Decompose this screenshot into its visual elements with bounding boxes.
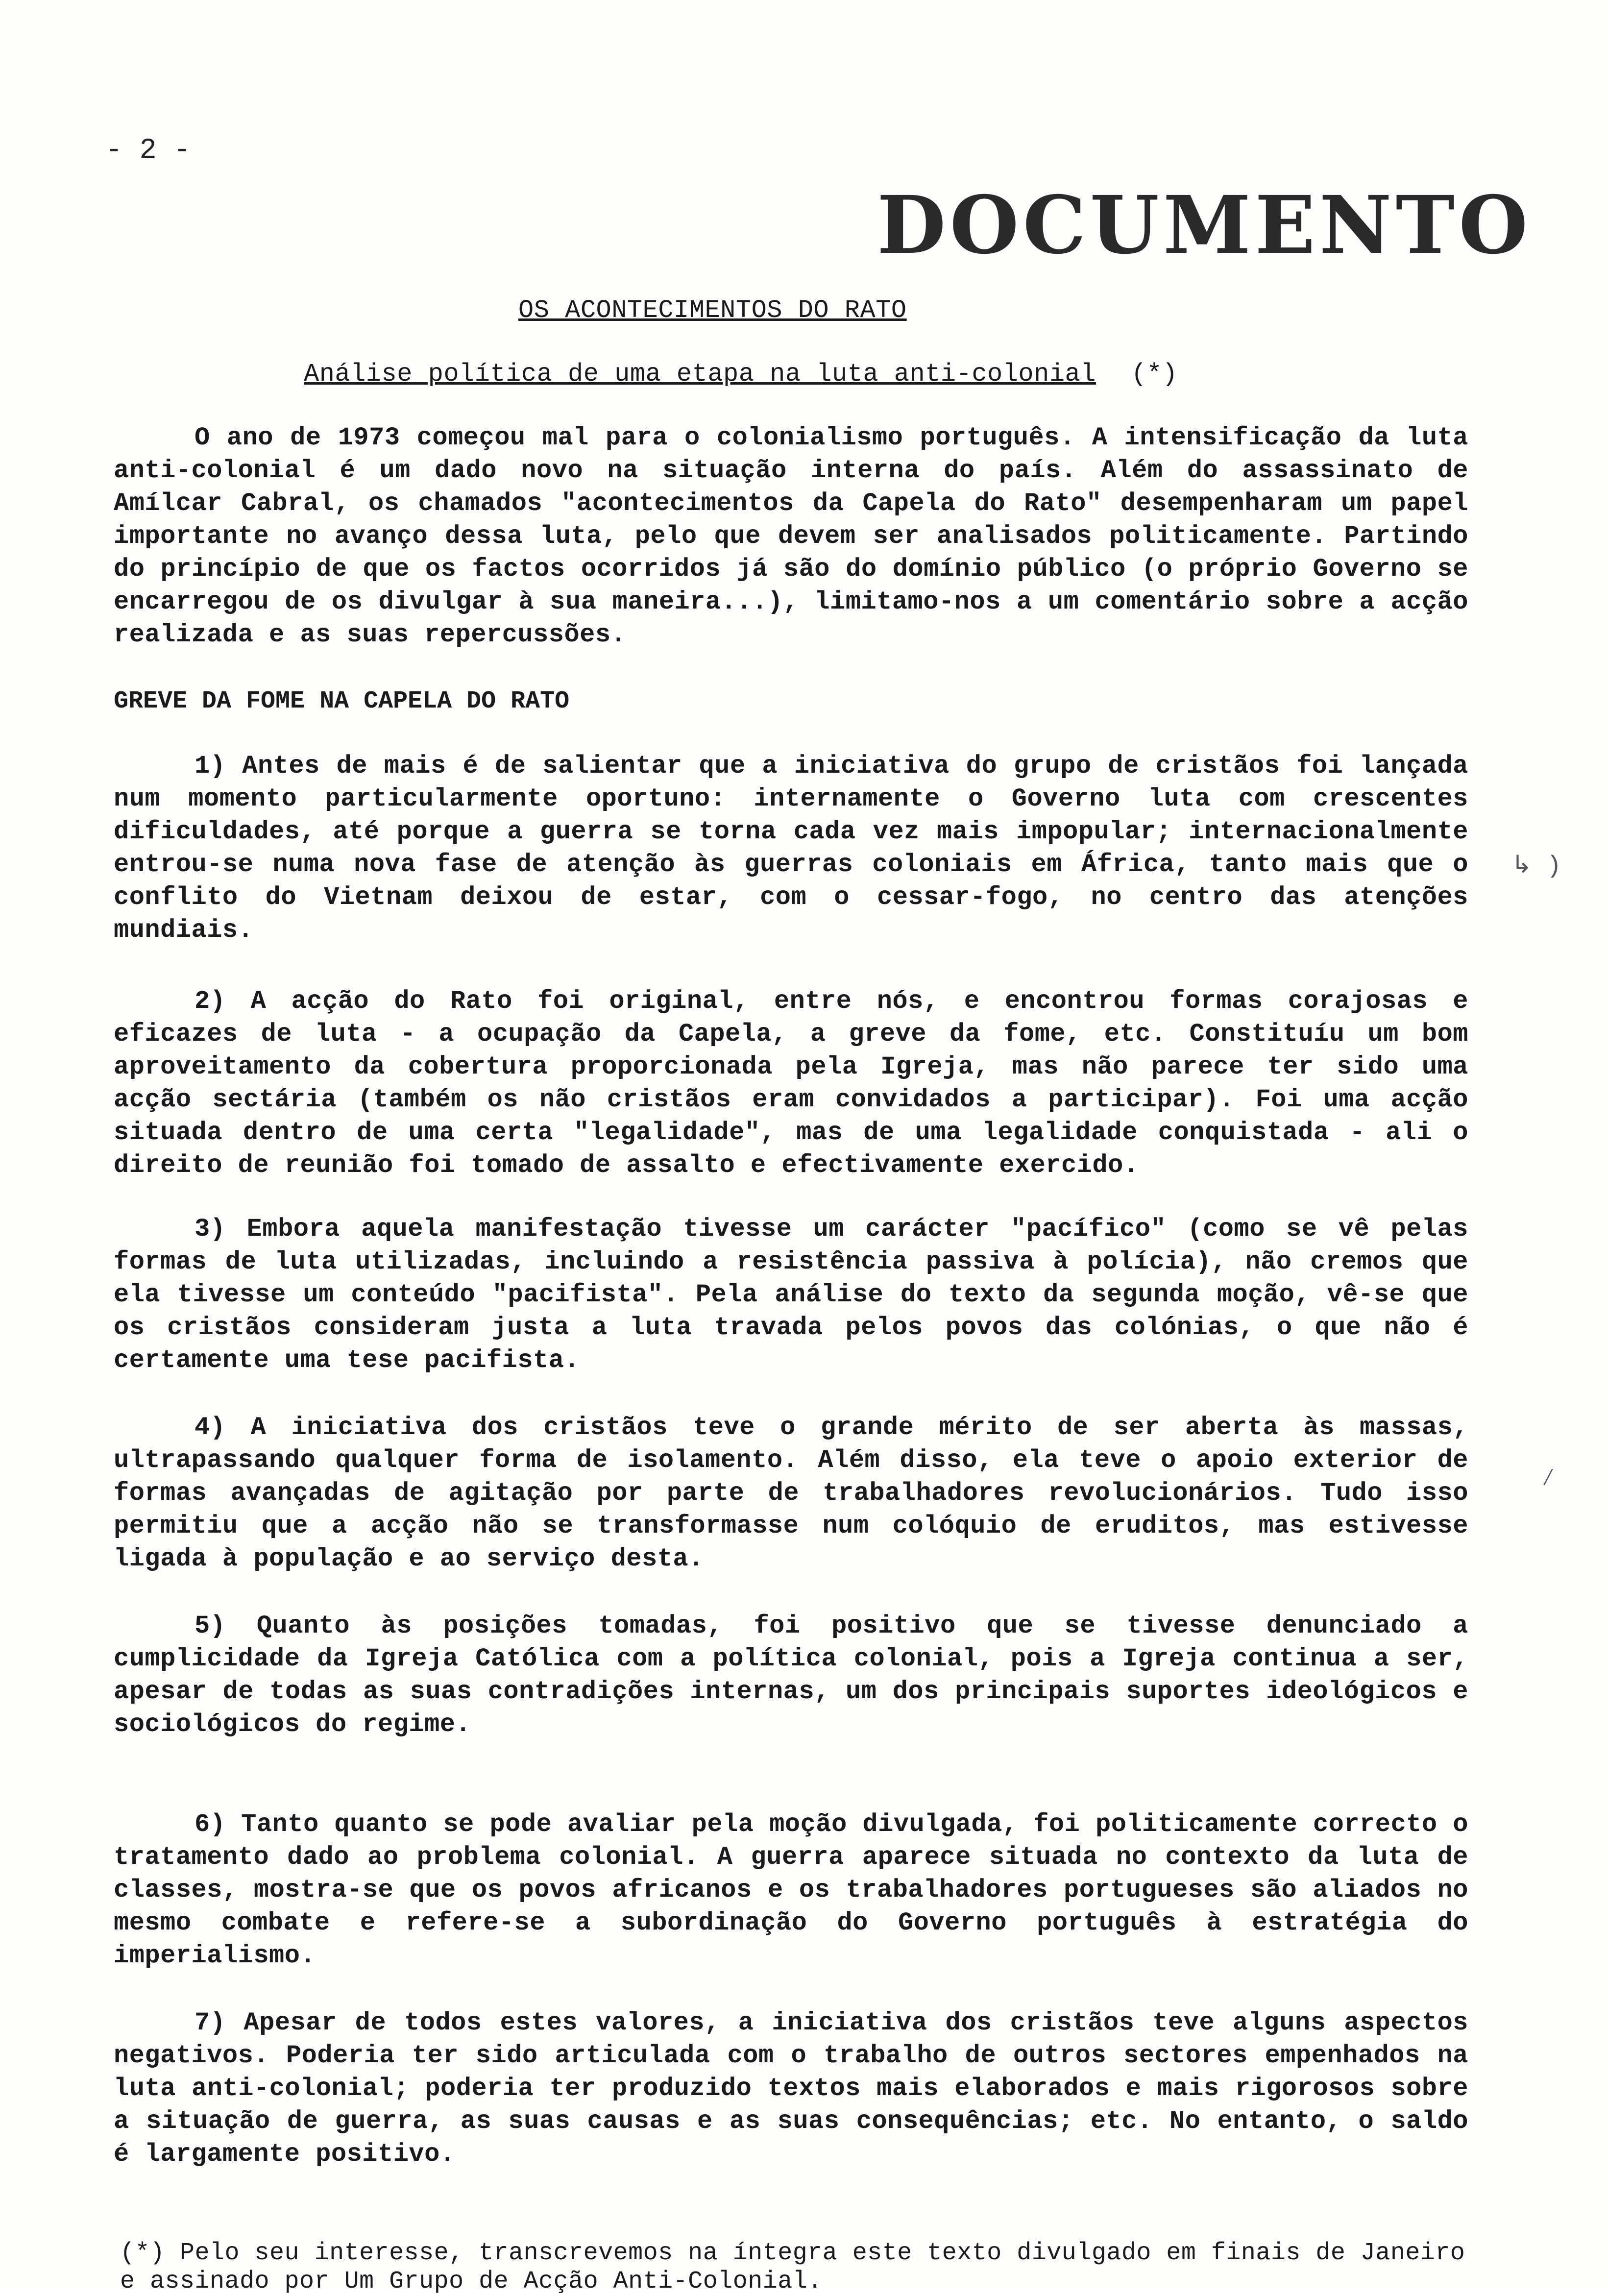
paragraph-text: 6) Tanto quanto se pode avaliar pela moção divulgada, foi politicamente correcto o tratamento dado ao problema colonial. A guerra aparece situada no contexto da luta de classes, mostra-se que os povos africanos e os trabalhadores portugueses são aliados no mesmo combate e refere-se a subordinação do Governo português à estratégia do imperialismo.	[114, 1810, 1468, 1970]
paragraph-2	[114, 985, 1468, 1182]
intro-text: O ano de 1973 começou mal para o colonialismo português. A intensificação da luta anti-colonial é um dado novo na situação interna do país. Além do assassinato de Amílcar Cabral, os chamados "acontecimentos da Capela do Rato" desempenharam um papel importante no avanço dessa luta, pelo que devem ser analisados politicamente. Partindo do princípio de que os factos ocorridos já são do domínio público (o próprio Governo se encarregou de os divulgar à sua maneira...), limitamo-nos a um comentário sobre a acção realizada e as suas repercussões.	[114, 423, 1468, 649]
paragraph-6	[114, 1808, 1468, 1972]
page-number: - 2 -	[105, 135, 191, 167]
paragraph-1	[114, 750, 1468, 947]
paragraph-text: 7) Apesar de todos estes valores, a iniciativa dos cristãos teve alguns aspectos negativos. Poderia ter sido articulada com o trabalho de outros sectores empenhados na luta anti-colonial; poderia ter produzido textos mais elaborados e mais rigorosos sobre a situação de guerra, as suas causas e as suas consequências; etc. No entanto, o saldo é largamente positivo.	[114, 2008, 1468, 2169]
paragraph-text: 5) Quanto às posições tomadas, foi positivo que se tivesse denunciado a cumplicidade da Igreja Católica com a política colonial, pois a Igreja continua a ser, apesar de todas as suas contradições internas, um dos principais suportes ideológicos e sociológicos do regime.	[114, 1612, 1468, 1739]
intro-paragraph	[114, 421, 1468, 651]
document-subtitle	[304, 358, 1333, 391]
subtitle-text: Análise política de uma etapa na luta anti-colonial	[304, 360, 1096, 389]
document-stamp: DOCUMENTO	[877, 179, 1532, 272]
paragraph-text: 2) A acção do Rato foi original, entre nós, e encontrou formas corajosas e eficazes de luta - a ocupação da Capela, a greve da fome, etc. Constituíu um bom aproveitamento da cobertura proporcionada pela Igreja, mas não parece ter sido uma acção sectária (também os não cristãos eram convidados a participar). Foi uma acção situada dentro de uma certa "legalidade", mas de uma legalidade conquistada - ali o direito de reunião foi tomado de assalto e efectivamente exercido.	[114, 987, 1468, 1180]
subtitle-footnote-marker: (*)	[1131, 360, 1178, 389]
margin-annotation-mark: ⁄	[1541, 1465, 1556, 1493]
paragraph-5	[114, 1610, 1468, 1741]
paragraph-text: 4) A iniciativa dos cristãos teve o grande mérito de ser aberta às massas, ultrapassando qualquer forma de isolamento. Além disso, ela teve o apoio exterior de formas avançadas de agitação por parte de trabalhadores revolucionários. Tudo isso permitiu que a acção não se transformasse num colóquio de eruditos, mas estivesse ligada à população e ao serviço desta.	[114, 1413, 1468, 1573]
section-heading: GREVE DA FOME NA CAPELA DO RATO	[114, 687, 570, 715]
paragraph-text: 1) Antes de mais é de salientar que a iniciativa do grupo de cristãos foi lançada num momento particularmente oportuno: internamente o Governo luta com crescentes dificuldades, até porque a guerra se torna cada vez mais impopular; internacionalmente entrou-se numa nova fase de atenção às guerras coloniais em África, tanto mais que o conflito do Vietnam deixou de estar, com o cessar-fogo, no centro das atenções mundiais.	[114, 752, 1468, 945]
footnote: (*) Pelo seu interesse, transcrevemos na íntegra este texto divulgado em finais de Janeiro e assinado por Um Grupo de Acção Anti-Colonial.	[120, 2239, 1465, 2296]
document-title: OS ACONTECIMENTOS DO RATO	[518, 296, 907, 325]
margin-annotation-mark: ↳ )	[1511, 853, 1561, 880]
paragraph-4	[114, 1411, 1468, 1575]
paragraph-text: 3) Embora aquela manifestação tivesse um carácter "pacífico" (como se vê pelas formas de luta utilizadas, incluindo a resistência passiva à polícia), não cremos que ela tivesse um conteúdo "pacifista". Pela análise do texto da segunda moção, vê-se que os cristãos consideram justa a luta travada pelos povos das colónias, o que não é certamente uma tese pacifista.	[114, 1215, 1468, 1375]
paragraph-3	[114, 1213, 1468, 1377]
paragraph-7	[114, 2006, 1468, 2171]
